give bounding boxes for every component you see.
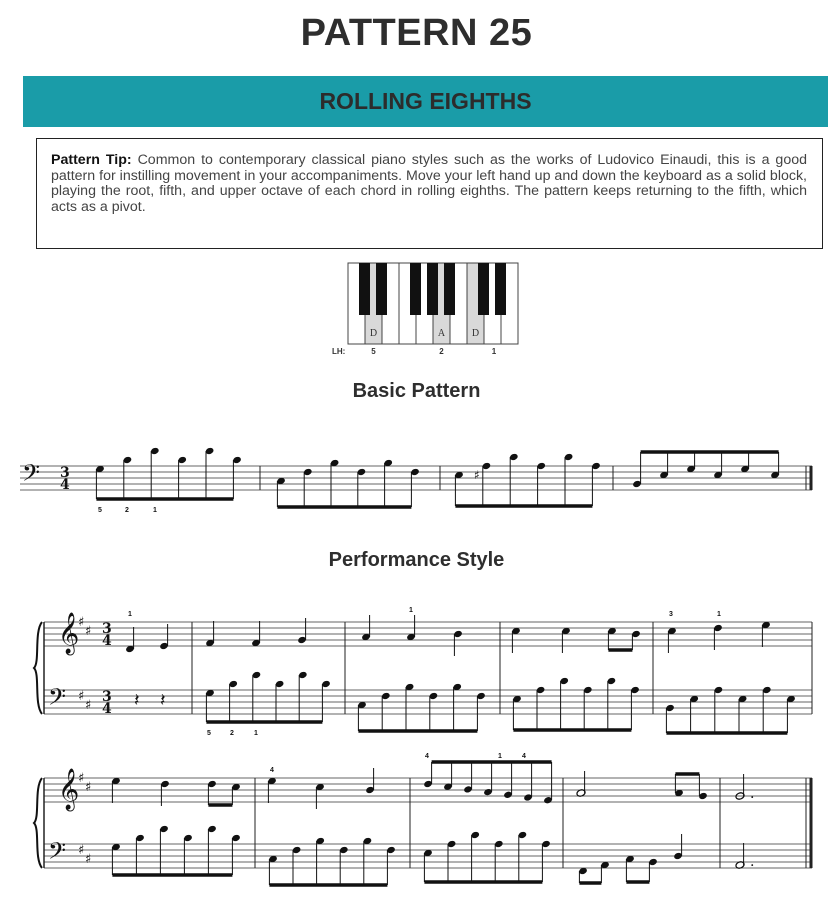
quarter-rest-icon: 𝄽 bbox=[160, 690, 166, 711]
page-title: PATTERN 25 bbox=[300, 12, 533, 54]
tip-text: Common to contemporary classical piano styles such as the works of Ludovico Einaudi, this is a good pattern for instilling movement in your accompaniments. Move your left hand up and down the keyboard as a solid block, playing the root, fifth, and upper octave of each chord in rolling eighths. The pattern keeps returning to the fifth, which acts as a pivot. bbox=[51, 152, 807, 215]
time-signature-top: 3 bbox=[102, 689, 112, 705]
fingering-number: 1 bbox=[409, 607, 413, 614]
brace bbox=[34, 622, 42, 714]
basic-pattern-heading: Basic Pattern bbox=[352, 380, 481, 402]
key-note-label: D bbox=[471, 328, 480, 339]
fingering-number: 1 bbox=[717, 611, 721, 618]
fingering-number: 5 bbox=[207, 730, 211, 737]
treble-clef-icon: 𝄞 bbox=[58, 769, 80, 810]
fingering-number: 5 bbox=[98, 507, 102, 514]
time-signature-bottom: 4 bbox=[102, 701, 112, 717]
fingering-number: 4 bbox=[425, 753, 429, 760]
fingering-number: 4 bbox=[270, 767, 274, 774]
bass-clef-icon: 𝄢 bbox=[48, 683, 67, 716]
dot: . bbox=[750, 854, 755, 870]
fingering-number: 1 bbox=[128, 611, 132, 618]
sharp-icon: ♯ bbox=[85, 624, 92, 639]
fingering-number: 1 bbox=[254, 730, 258, 737]
quarter-rest-icon: 𝄽 bbox=[134, 690, 140, 711]
bass-clef-icon: 𝄢 bbox=[48, 837, 67, 870]
time-signature-top: 3 bbox=[102, 621, 112, 637]
performance-style-heading: Performance Style bbox=[328, 549, 505, 571]
fingering-number: 3 bbox=[669, 611, 673, 618]
finger-number: 1 bbox=[491, 347, 497, 356]
time-signature-bottom: 4 bbox=[102, 633, 112, 649]
pattern-name: ROLLING EIGHTHS bbox=[319, 88, 532, 114]
fingering-number: 1 bbox=[153, 507, 157, 514]
sharp-icon: ♯ bbox=[474, 468, 480, 482]
key-note-label: D bbox=[369, 328, 378, 339]
brace bbox=[34, 778, 42, 868]
fingering-number: 2 bbox=[230, 730, 234, 737]
tip-label: Pattern Tip: bbox=[51, 152, 132, 168]
sharp-icon: ♯ bbox=[78, 771, 85, 786]
time-signature-top: 3 bbox=[60, 465, 70, 481]
finger-number: 2 bbox=[439, 347, 444, 356]
fingering-number: 2 bbox=[125, 507, 129, 514]
sharp-icon: ♯ bbox=[78, 843, 85, 858]
treble-clef-icon: 𝄞 bbox=[58, 613, 80, 654]
sharp-icon: ♯ bbox=[85, 780, 92, 795]
sharp-icon: ♯ bbox=[85, 698, 92, 713]
hand-label: LH: bbox=[332, 347, 346, 356]
finger-number: 5 bbox=[371, 347, 376, 356]
sharp-icon: ♯ bbox=[85, 852, 92, 867]
time-signature-bottom: 4 bbox=[60, 477, 70, 493]
key-note-label: A bbox=[437, 328, 446, 339]
sharp-icon: ♯ bbox=[78, 689, 85, 704]
dot: . bbox=[750, 786, 755, 802]
bass-clef-icon: 𝄢 bbox=[22, 459, 41, 492]
fingering-number: 4 bbox=[522, 753, 526, 760]
fingering-number: 1 bbox=[498, 753, 502, 760]
sharp-icon: ♯ bbox=[78, 615, 85, 630]
